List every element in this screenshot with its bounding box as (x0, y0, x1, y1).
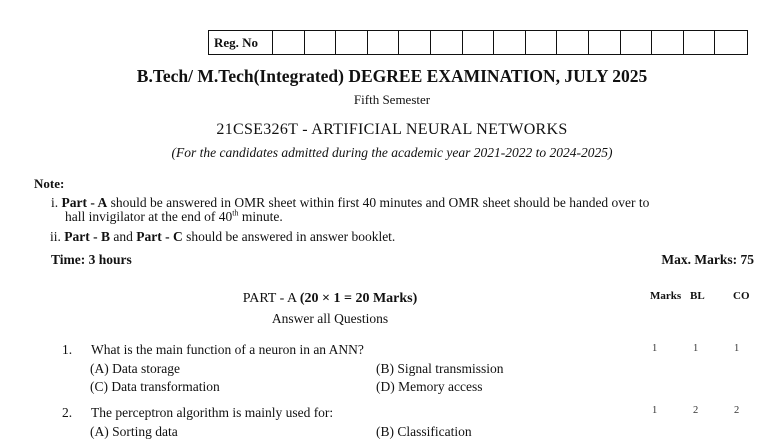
reg-no-cell (652, 31, 684, 54)
part-a-heading: PART - A (20 × 1 = 20 Marks) (242, 291, 418, 306)
reg-no-cell (494, 31, 526, 54)
option-c: (C) Data transformation (90, 379, 220, 394)
reg-no-cell (621, 31, 653, 54)
note-item-2-part-c: Part - C (136, 229, 183, 244)
question-bl: 1 (693, 343, 699, 354)
question-number: 2. (62, 405, 73, 420)
reg-no-cell (557, 31, 589, 54)
note-item-1 (51, 196, 649, 224)
exam-time: Time: 3 hours (51, 252, 132, 267)
option-b: (B) Classification (376, 424, 472, 439)
reg-no-box (208, 30, 748, 55)
reg-no-cell (368, 31, 400, 54)
max-marks: Max. Marks: 75 (661, 252, 754, 267)
question-marks: 1 (652, 405, 658, 416)
reg-no-cell (589, 31, 621, 54)
question-bl: 2 (693, 405, 699, 416)
note-item-1-number: i. (51, 195, 59, 210)
reg-no-cell (684, 31, 716, 54)
candidates-note: (For the candidates admitted during the academic year 2021-2022 to 2024-2025) (171, 145, 613, 160)
note-item-2-text: should be answered in answer booklet. (182, 229, 396, 244)
question-text: What is the main function of a neuron in an ANN? (91, 342, 364, 357)
reg-no-cell (399, 31, 431, 54)
note-item-1-part: Part - A (61, 195, 108, 210)
note-item-1-text: should be answered in OMR sheet within first 40 minutes and OMR sheet should be handed over to (107, 195, 650, 210)
reg-no-cell (526, 31, 558, 54)
option-a: (A) Sorting data (90, 424, 178, 439)
column-header-bl: BL (690, 290, 705, 302)
question-text: The perceptron algorithm is mainly used for: (91, 405, 334, 420)
reg-no-cell (336, 31, 368, 54)
note-item-2: ii. Part - B and Part - C should be answered in answer booklet. (50, 229, 396, 244)
option-a: (A) Data storage (90, 361, 180, 376)
reg-no-cell (273, 31, 305, 54)
note-item-1-continuation: hall invigilator at the end of 40th minute. (65, 208, 283, 224)
reg-no-cell (305, 31, 337, 54)
course-title: 21CSE326T - ARTIFICIAL NEURAL NETWORKS (216, 121, 568, 138)
semester: Fifth Semester (353, 92, 431, 107)
exam-title: B.Tech/ M.Tech(Integrated) DEGREE EXAMINATION, JULY 2025 (136, 66, 648, 86)
part-a-subheading: Answer all Questions (271, 311, 389, 326)
note-item-2-part-b: Part - B (64, 229, 110, 244)
option-b: (B) Signal transmission (376, 361, 504, 376)
question-marks: 1 (652, 343, 658, 354)
reg-no-cell (715, 31, 747, 54)
question-co: 1 (734, 343, 740, 354)
reg-no-label: Reg. No (209, 31, 273, 54)
note-item-2-number: ii. (50, 229, 61, 244)
column-header-marks: Marks (650, 290, 682, 302)
reg-no-cell (431, 31, 463, 54)
reg-no-cell (463, 31, 495, 54)
option-d: (D) Memory access (376, 379, 483, 394)
column-header-co: CO (733, 290, 750, 302)
question-number: 1. (62, 342, 73, 357)
note-heading: Note: (34, 176, 65, 191)
question-co: 2 (734, 405, 740, 416)
